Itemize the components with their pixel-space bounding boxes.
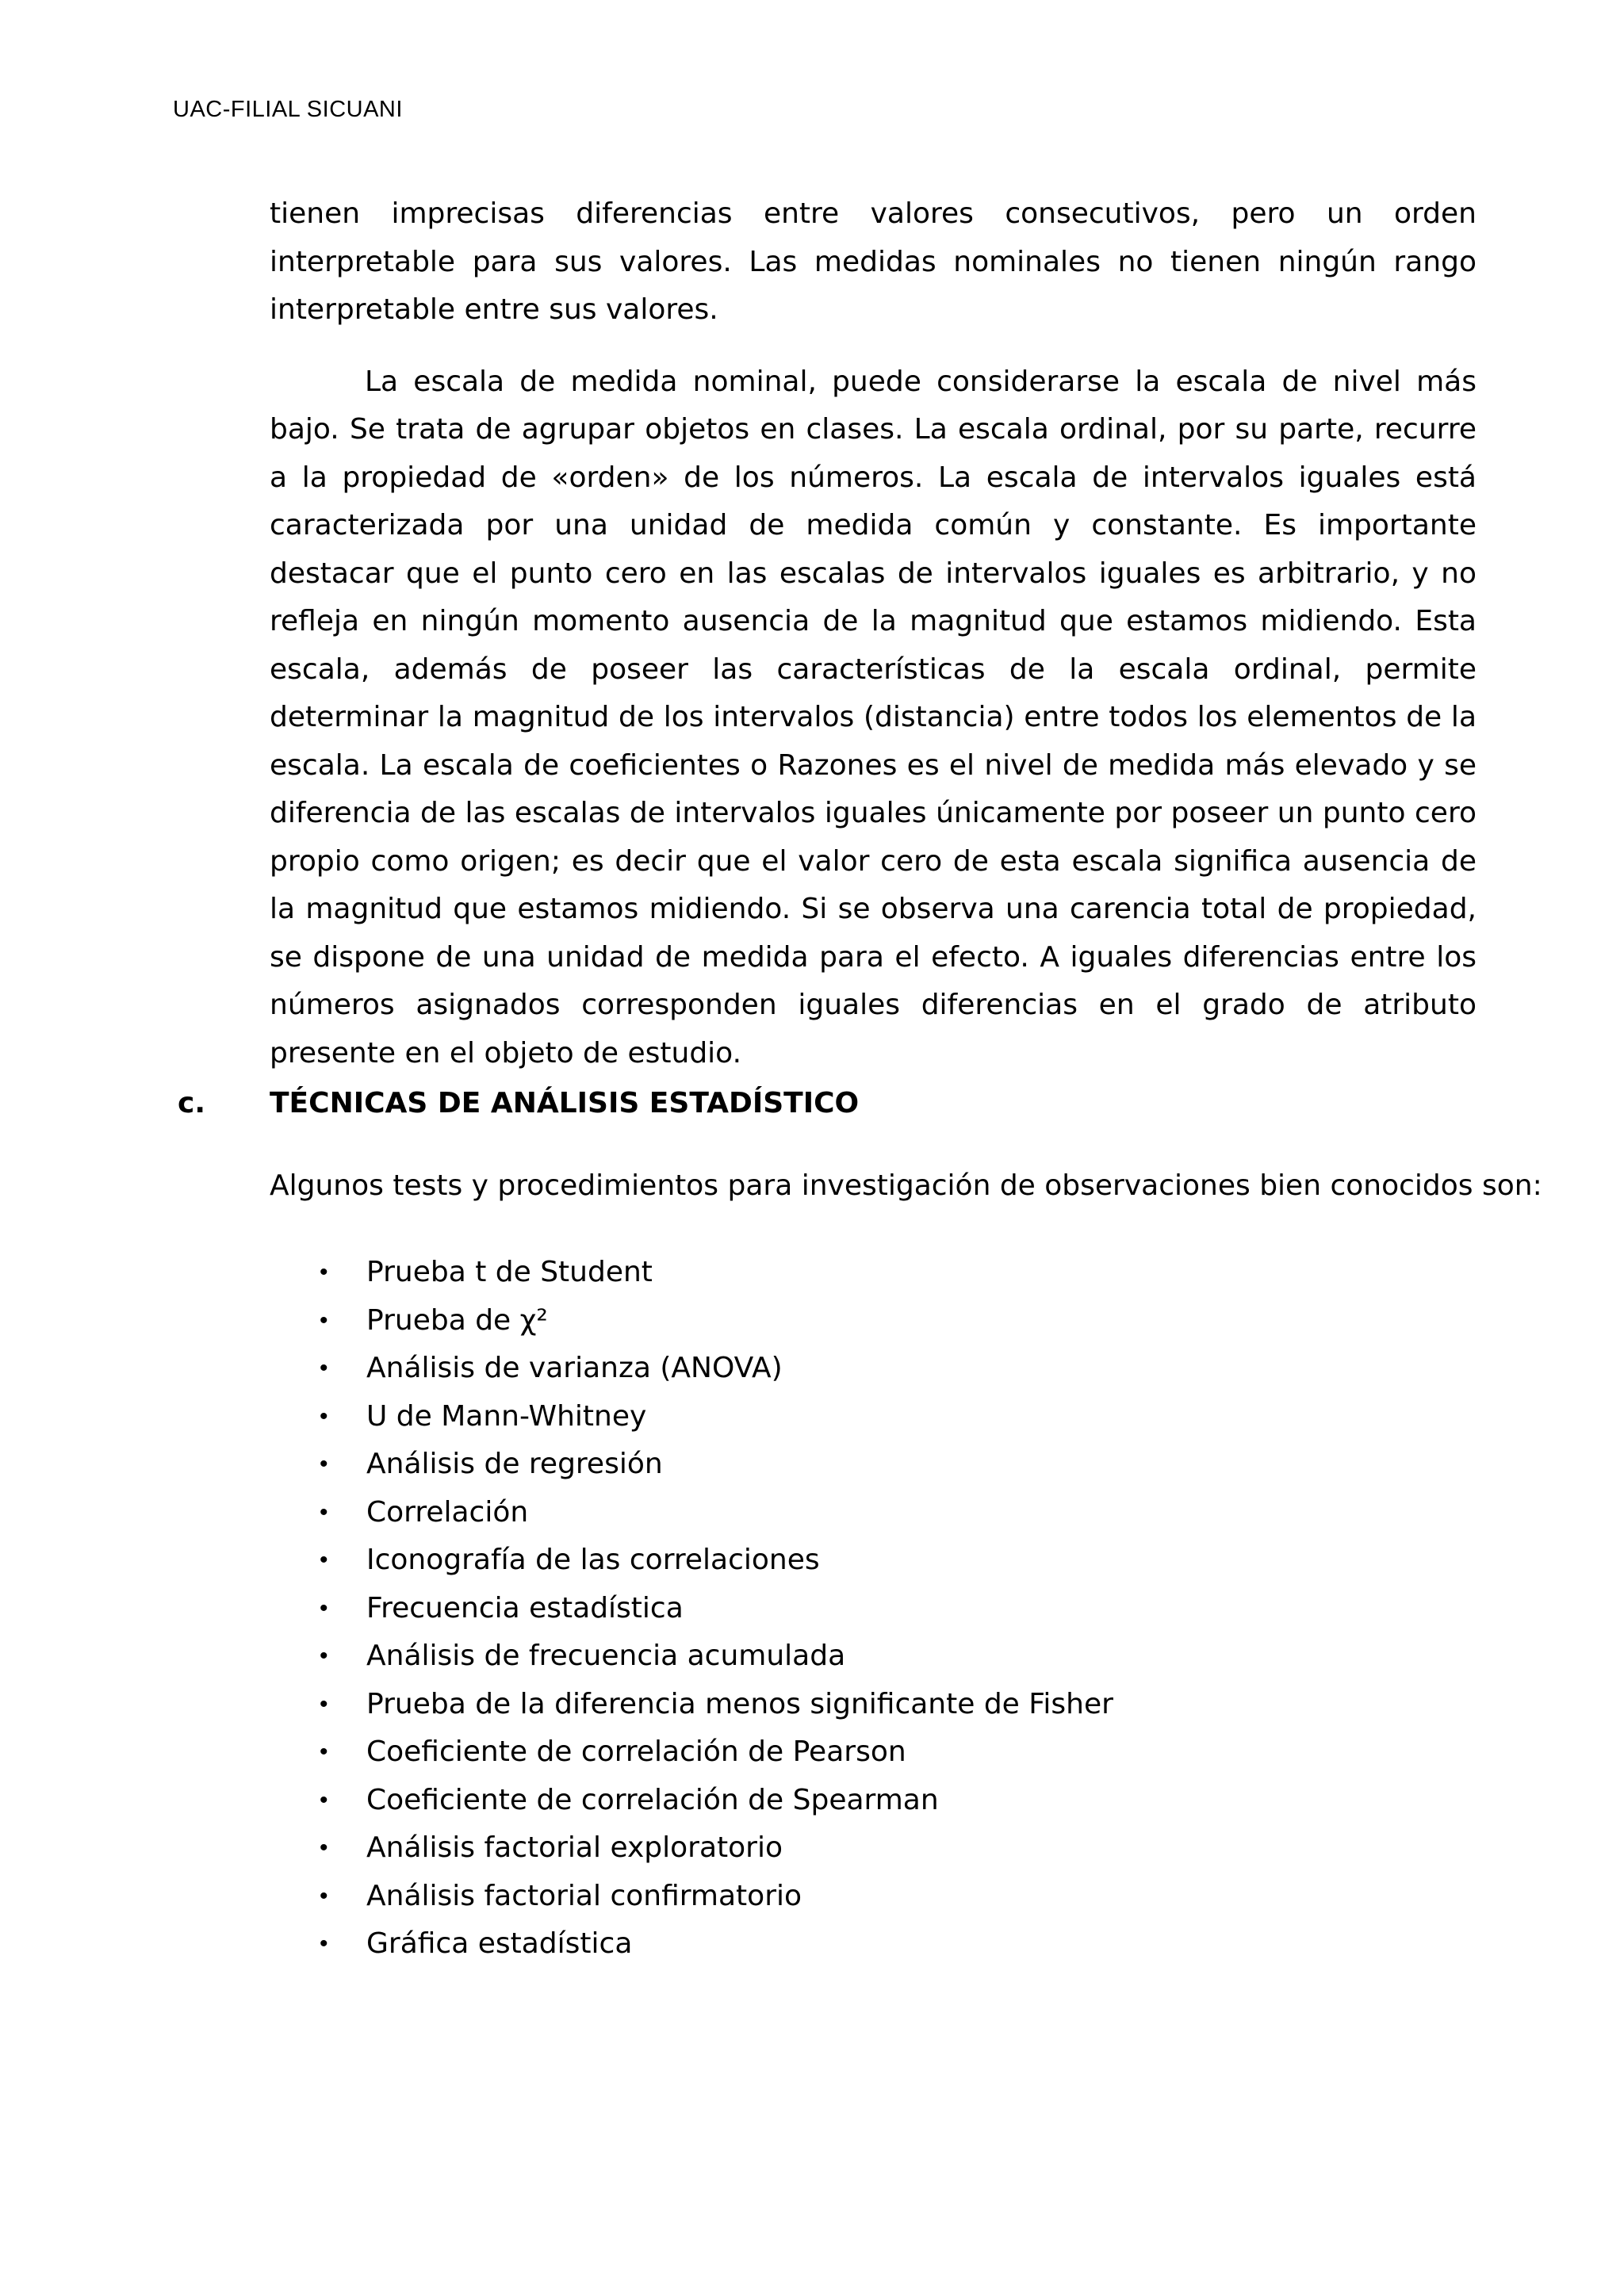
list-item-text: Iconografía de las correlaciones [366, 1544, 820, 1576]
list-item-text: Análisis de regresión [366, 1448, 663, 1480]
bullet-icon: • [320, 1547, 328, 1573]
section-heading [178, 1080, 859, 1127]
page-header: UAC-FILIAL SICUANI [173, 97, 403, 122]
bullet-icon: • [320, 1498, 328, 1525]
list-item-text: Análisis factorial exploratorio [366, 1831, 783, 1864]
list-item-text: Análisis factorial confirmatorio [366, 1879, 802, 1912]
list-item-text: Gráfica estadística [366, 1927, 633, 1960]
list-item [270, 1681, 1113, 1729]
list-item-text: Análisis de frecuencia acumulada [366, 1640, 846, 1672]
paragraph-2: La escala de medida nominal, puede considerarse la escala de nivel más bajo. Se trata de agrupar objetos en clases. La escala ordinal, por su parte, recurre a la propiedad de «orden» de los números. La escala de intervalos iguales está caracterizada por una unidad de medida común y constante. Es importante destacar que el punto cero en las escalas de intervalos iguales es arbitrario, y no refleja en ningún momento ausencia de la magnitud que estamos midiendo. Esta escala, además de poseer las características de la escala ordinal, permite determinar la magnitud de los intervalos (distancia) entre todos los elementos de la escala. La escala de coeficientes o Razones es el nivel de medida más elevado y se diferencia de las escalas de intervalos iguales únicamente por poseer un punto cero propio como origen; es decir que el valor cero de esta escala significa ausencia de la magnitud que estamos midiendo. Si se observa una carencia total de propiedad, se dispone de una unidad de medida para el efecto. A iguales diferencias entre los números asignados corresponden iguales diferencias en el grado de atributo presente en el objeto de estudio. [270, 365, 1477, 1070]
list-item [270, 1393, 1113, 1441]
list-item-text: Prueba de la diferencia menos significante de Fisher [366, 1687, 1113, 1720]
list-item-text: Coeficiente de correlación de Spearman [366, 1783, 939, 1816]
list-item [270, 1873, 1113, 1921]
bullet-icon: • [320, 1643, 328, 1669]
bullet-icon: • [320, 1355, 328, 1381]
list-item-text: Correlación [366, 1495, 529, 1529]
bullet-icon: • [320, 1739, 328, 1765]
list-item [270, 1777, 1113, 1825]
list-item [270, 1632, 1113, 1681]
bullet-icon: • [320, 1451, 328, 1477]
list-item [270, 1585, 1113, 1633]
list-item-text: Frecuencia estadística [366, 1591, 684, 1624]
section-intro: Algunos tests y procedimientos para investigación de observaciones bien conocidos son: [270, 1169, 1542, 1202]
body-text [270, 190, 1477, 1077]
list-item [270, 1536, 1113, 1585]
bullet-icon: • [320, 1402, 328, 1429]
list-item-text: U de Mann-Whitney [366, 1399, 647, 1433]
list-item [270, 1489, 1113, 1537]
bullet-icon: • [320, 1882, 328, 1909]
list-item [270, 1824, 1113, 1873]
bullet-icon: • [320, 1259, 328, 1285]
list-item [270, 1297, 1113, 1345]
list-item [270, 1249, 1113, 1297]
section-letter: c. [178, 1087, 206, 1119]
bullet-icon: • [320, 1786, 328, 1813]
bullet-icon: • [320, 1307, 328, 1334]
list-item-text: Prueba t de Student [366, 1256, 653, 1288]
list-item-text: Prueba de χ² [366, 1303, 548, 1337]
list-item-text: Coeficiente de correlación de Pearson [366, 1735, 906, 1768]
paragraph-1: tienen imprecisas diferencias entre valores consecutivos, pero un orden interpretable para sus valores. Las medidas nominales no tienen ningún rango interpretable entre sus valores. [270, 197, 1477, 326]
bullet-icon: • [320, 1835, 328, 1861]
list-item [270, 1441, 1113, 1489]
section-title: TÉCNICAS DE ANÁLISIS ESTADÍSTICO [270, 1087, 860, 1119]
bullet-icon: • [320, 1931, 328, 1957]
list-item [270, 1345, 1113, 1393]
bullet-icon: • [320, 1690, 328, 1717]
list-item-text: Análisis de varianza (ANOVA) [366, 1352, 783, 1384]
list-item [270, 1920, 1113, 1969]
techniques-list [270, 1249, 1113, 1969]
list-item [270, 1728, 1113, 1777]
bullet-icon: • [320, 1594, 328, 1621]
